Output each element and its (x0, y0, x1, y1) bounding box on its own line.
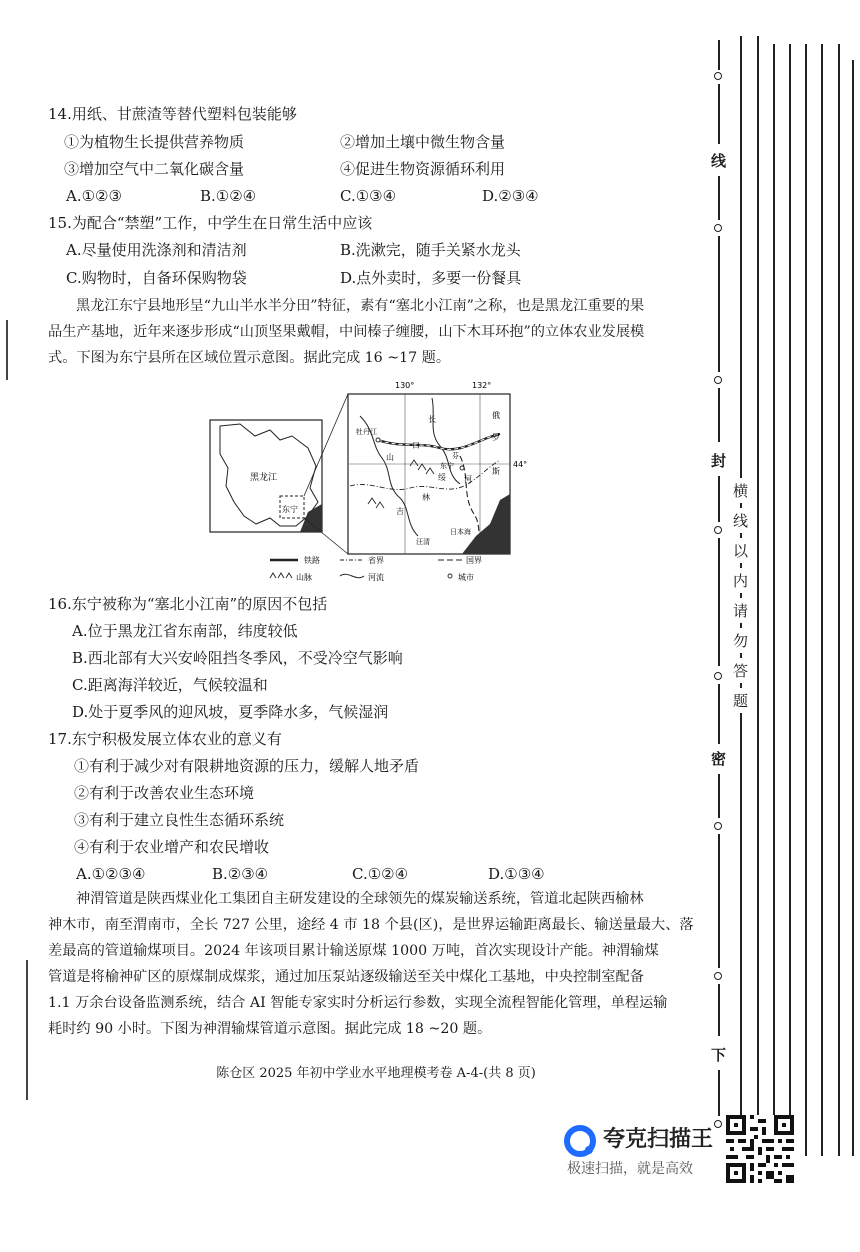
q14-option-3: ③增加空气中二氧化碳含量 (64, 160, 245, 178)
legend-mountain-symbol (270, 573, 292, 578)
q17-stem: 17.东宁积极发展立体农业的意义有 (48, 730, 282, 748)
seal-line-segment (718, 476, 720, 522)
scan-edge-mark (6, 320, 8, 380)
legend-province: 省界 (368, 556, 384, 565)
passage-line: 式。下图为东宁县所在区域位置示意图。据此完成 16 ~17 题。 (48, 350, 451, 366)
seal-char-xian: 线 (711, 152, 727, 170)
label-mudanjiang: 牡丹江 (356, 428, 377, 436)
seal-line-segment (718, 834, 720, 968)
q15-stem: 15.为配合“禁塑”工作，中学生在日常生活中应该 (48, 214, 373, 232)
city-dongning (460, 466, 464, 470)
seal-char-feng: 封 (711, 452, 727, 470)
seal-line-segment (718, 236, 720, 372)
q14-answer-a: A.①②③ (66, 187, 122, 205)
label-sea: 日本海 (450, 528, 471, 536)
label-lon-132: 132° (472, 381, 492, 390)
binding-line (821, 44, 823, 1156)
q16-stem: 16.东宁被称为“塞北小江南”的原因不包括 (48, 595, 328, 613)
legend-river-symbol (340, 574, 364, 577)
seal-hole (714, 72, 722, 80)
label-chang: 长 (428, 415, 436, 424)
seal-hole (714, 822, 722, 830)
legend-city-symbol (448, 574, 452, 578)
legend-city: 城市 (458, 573, 474, 582)
label-dongning-small: 东宁 (282, 505, 298, 514)
seal-char-mi: 密 (711, 750, 727, 768)
passage-line: 耗时约 90 小时。下图为神渭输煤管道示意图。据此完成 18 ~20 题。 (48, 1021, 492, 1037)
q14-option-2: ②增加土壤中微生物含量 (340, 133, 506, 151)
label-sui: 绥 (438, 473, 446, 482)
q17-answer-d: D.①③④ (488, 865, 545, 883)
binding-line (740, 36, 742, 1156)
label-lat-44: 44° (513, 460, 528, 469)
q17-answer-a: A.①②③④ (76, 865, 146, 883)
label-e: 俄 (492, 411, 500, 420)
legend-mountain: 山脉 (296, 573, 312, 582)
seal-line-segment (718, 684, 720, 744)
quark-logo-icon (563, 1124, 597, 1158)
q16-answer-b: B.西北部有大兴安岭阻挡冬季风，不受冷空气影响 (72, 649, 403, 667)
binding-line (789, 44, 791, 1156)
label-he: 河 (464, 475, 472, 484)
seal-line-segment (718, 984, 720, 1036)
seal-line-segment (718, 176, 720, 220)
q14-option-1: ①为植物生长提供营养物质 (64, 133, 245, 151)
seal-line-segment (718, 538, 720, 666)
passage-shenwei-pipeline (48, 886, 708, 1042)
label-dongning: 东宁 (440, 462, 454, 470)
seal-hole (714, 224, 722, 232)
binding-line (757, 36, 759, 1156)
label-lon-130: 130° (395, 381, 415, 390)
binding-line (838, 44, 840, 1156)
q17-answer-c: C.①②④ (352, 865, 409, 883)
seal-char-xia: 下 (711, 1046, 727, 1064)
notice-char: 线 (733, 508, 748, 533)
q15-answer-d: D.点外卖时，多要一份餐具 (340, 269, 522, 287)
passage-line: 神渭管道是陕西煤业化工集团自主研发建设的全球领先的煤炭输送系统，管道北起陕西榆林 (76, 891, 644, 907)
q17-option-3: ③有利于建立良性生态循环系统 (74, 811, 285, 829)
brand-name: 夸克扫描王 (603, 1127, 714, 1152)
passage-dongning (48, 293, 708, 371)
seal-line-segment (718, 388, 720, 442)
q16-answer-d: D.处于夏季风的迎风坡，夏季降水多，气候湿润 (72, 703, 389, 721)
city-mudanjiang (376, 438, 380, 442)
binding-line (805, 44, 807, 1156)
q17-option-1: ①有利于减少对有限耕地资源的压力，缓解人地矛盾 (74, 757, 420, 775)
q17-answer-b: B.②③④ (212, 865, 269, 883)
page-footer: 陈仓区 2025 年初中学业水平地理模考卷 A-4-(共 8 页) (216, 1066, 536, 1081)
seal-line-segment (718, 1070, 720, 1116)
seal-hole (714, 1120, 722, 1128)
q14-option-4: ④促进生物资源循环利用 (340, 160, 506, 178)
label-wangqing: 汪清 (416, 538, 430, 546)
legend-river: 河流 (368, 573, 384, 582)
passage-line: 管道是将榆神矿区的原煤制成煤浆，通过加压泵站逐级输送至关中煤化工基地，中央控制室配备 (48, 969, 644, 985)
q14-answer-b: B.①②④ (200, 187, 257, 205)
passage-line: 1.1 万余台设备监测系统，结合 AI 智能专家实时分析运行参数，实现全流程智能化管理，单程运输 (48, 995, 668, 1011)
brand-slogan: 极速扫描，就是高效 (567, 1161, 693, 1177)
legend-railway: 铁路 (304, 556, 320, 565)
q15-answer-c: C.购物时，自备环保购物袋 (66, 269, 247, 287)
seal-hole (714, 672, 722, 680)
passage-line: 黑龙江东宁县地形呈“九山半水半分田”特征，素有“塞北小江南”之称，也是黑龙江重要的果 (76, 298, 645, 314)
label-ji: 吉 (396, 507, 404, 516)
scan-edge-mark (26, 960, 28, 1100)
notice-char: 横 (733, 478, 748, 503)
seal-line-segment (718, 774, 720, 818)
passage-line: 神木市，南至渭南市，全长 727 公里，途经 4 市 18 个县(区)，是世界运输距离最长、输送量最大、落 (48, 917, 694, 933)
label-fen: 芬 (452, 452, 459, 460)
dongning-location-map (200, 376, 530, 586)
legend-national: 国界 (466, 556, 482, 565)
label-heilongjiang: 黑龙江 (250, 473, 278, 483)
notice-char: 题 (733, 688, 748, 713)
qr-code-icon (726, 1115, 794, 1183)
notice-char: 答 (733, 658, 748, 683)
passage-line: 差最高的管道输煤项目。2024 年该项目累计输送原煤 1000 万吨，首次实现设计产能。神渭输煤 (48, 943, 659, 959)
connector-line (304, 518, 348, 554)
notice-char: 以 (733, 538, 748, 563)
q17-option-4: ④有利于农业增产和农民增收 (74, 838, 270, 856)
q17-option-2: ②有利于改善农业生态环境 (74, 784, 255, 802)
seal-line-segment (718, 40, 720, 70)
label-si: 斯 (492, 467, 500, 476)
q14-stem: 14.用纸、甘蔗渣等替代塑料包装能够 (48, 105, 297, 123)
binding-line (773, 44, 775, 1156)
q15-answer-a: A.尽量使用洗涤剂和清洁剂 (66, 241, 247, 259)
label-kou: 口 (412, 441, 420, 450)
seal-line-segment (718, 84, 720, 144)
seal-hole (714, 526, 722, 534)
q16-answer-c: C.距离海洋较近，气候较温和 (72, 676, 268, 694)
q15-answer-b: B.洗漱完，随手关紧水龙头 (340, 241, 521, 259)
q14-answer-c: C.①③④ (340, 187, 397, 205)
label-luo: 罗 (492, 433, 500, 442)
q14-answer-d: D.②③④ (482, 187, 539, 205)
q16-answer-a: A.位于黑龙江省东南部，纬度较低 (72, 622, 298, 640)
seal-hole (714, 376, 722, 384)
binding-line (852, 60, 854, 1156)
label-shan: 山 (386, 453, 394, 462)
notice-char: 勿 (733, 628, 748, 653)
label-lin: 林 (422, 493, 430, 502)
notice-char: 内 (733, 568, 748, 593)
seal-hole (714, 972, 722, 980)
notice-char: 请 (733, 598, 748, 623)
passage-line: 品生产基地，近年来逐步形成“山顶坚果戴帽，中间榛子缠腰，山下木耳环抱”的立体农业发展模 (48, 324, 645, 340)
